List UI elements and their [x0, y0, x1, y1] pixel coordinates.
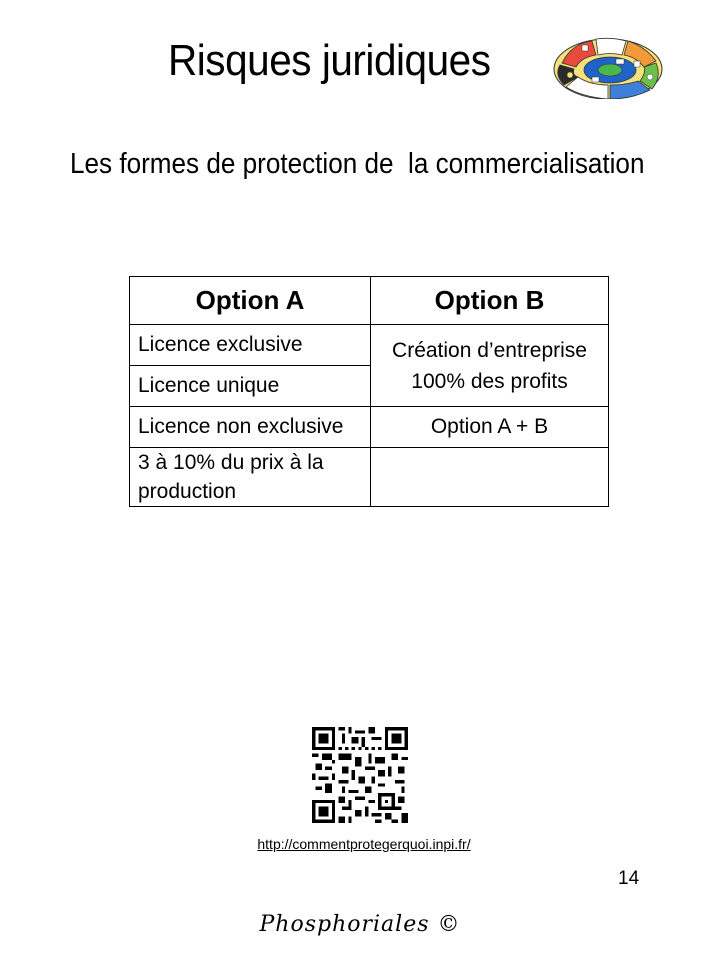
- table-header-row: [130, 277, 609, 325]
- cell-royalty-percent: 3 à 10% du prix à la production: [130, 448, 371, 507]
- cell-licence-non-exclusive: Licence non exclusive: [130, 407, 371, 448]
- board-game-logo-icon: [552, 33, 664, 99]
- inpi-link[interactable]: http://commentprotegerquoi.inpi.fr/: [257, 836, 471, 852]
- cell-creation-entreprise: Création d’entreprise 100% des profits: [371, 325, 609, 407]
- table-row: [130, 407, 609, 448]
- cell-licence-unique: Licence unique: [130, 366, 371, 407]
- header-option-b: Option B: [371, 277, 609, 325]
- header-option-a: Option A: [130, 277, 371, 325]
- cell-empty: [371, 448, 609, 507]
- table-row: [130, 325, 609, 366]
- page-number: 14: [618, 868, 640, 889]
- qr-code-icon[interactable]: [312, 727, 408, 823]
- page-title: Risques juridiques: [168, 36, 491, 85]
- subtitle: Les formes de protection de la commercialisation: [70, 148, 645, 180]
- cell-licence-exclusive: Licence exclusive: [130, 325, 371, 366]
- cell-option-a-b: Option A + B: [371, 407, 609, 448]
- table-row: [130, 448, 609, 507]
- options-table: [129, 276, 609, 507]
- footer-signature: Phosphoriales ©: [259, 912, 461, 937]
